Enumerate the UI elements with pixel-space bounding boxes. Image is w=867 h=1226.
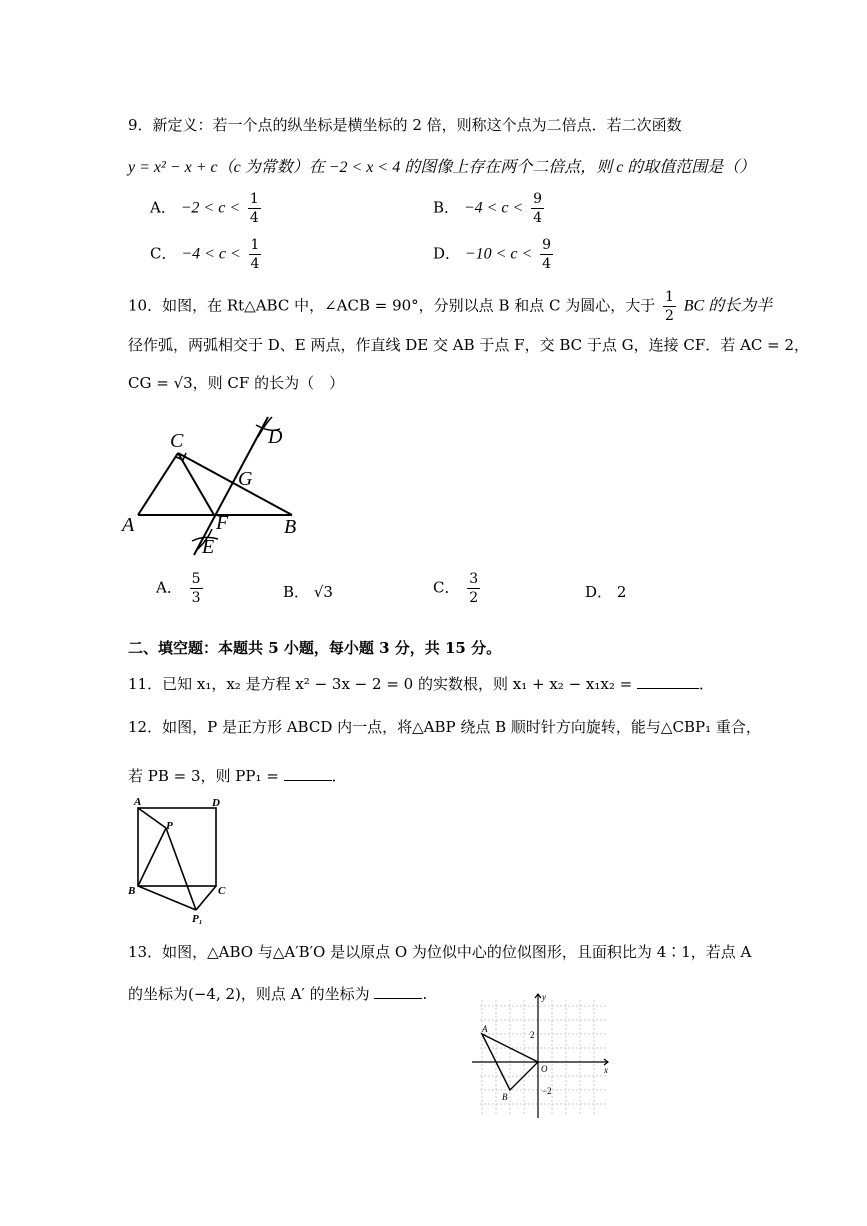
answer-blank[interactable] [284, 766, 332, 781]
origin-label: O [541, 1064, 548, 1074]
label-c: C [218, 885, 226, 897]
fraction: $\frac{1}{2}$ [665, 289, 674, 324]
q10-line1-tail: BC 的长为半 [683, 297, 773, 315]
option-expression: −4 < c < [181, 245, 241, 263]
q12-line1: 12．如图，P 是正方形 ABCD 内一点，将△ABP 绕点 B 顺时针方向旋转，能与△CBP₁ 重合， [128, 718, 761, 736]
q10-triangle-figure [120, 415, 320, 565]
option-label: D． [585, 583, 613, 601]
q12-line2 [128, 765, 347, 786]
grid [480, 1000, 606, 1114]
label-a: A [482, 1024, 488, 1034]
label-a: A [134, 796, 142, 808]
q9-option-d[interactable] [433, 238, 556, 271]
option-label: B． [433, 198, 460, 217]
label-c: C [170, 430, 184, 452]
section-heading: 二、填空题：本题共 5 小题，每小题 3 分，共 15 分。 [128, 639, 502, 657]
label-b: B [128, 885, 136, 897]
q13-line2 [128, 983, 427, 1004]
tick-2: 2 [530, 1030, 535, 1040]
q10-line2: 径作弧，两弧相交于 D、E 两点，作直线 DE 交 AB 于点 F，交 BC 于点 G，连接 CF．若 AC = 2， [128, 336, 810, 354]
q13-line1: 13．如图，△ABO 与△A′B′O 是以原点 O 为位似中心的位似图形，且面积比为 4∶1，若点 A [128, 943, 752, 961]
q9-option-a[interactable] [150, 192, 264, 225]
q9-line1: 9．新定义：若一个点的纵坐标是横坐标的 2 倍，则称这个点为二倍点．若二次函数 [128, 116, 682, 134]
label-d: D [212, 797, 220, 809]
q10-option-d[interactable] [585, 581, 626, 602]
perpendicular-bisector-line [194, 417, 268, 555]
fraction: $\frac{9}{4}$ [533, 191, 543, 226]
option-expression: −2 < c < [180, 199, 241, 217]
option-value: √3 [313, 583, 333, 601]
label-a: A [122, 514, 135, 536]
q10-option-c[interactable] [433, 572, 483, 605]
option-expression: −10 < c < [464, 245, 533, 263]
option-label: A． [156, 578, 182, 597]
q9-line2: y = x² − x + c（c 为常数）在 −2 < x < 4 的图像上存在两个二倍点，则 c 的取值范围是（） [128, 159, 756, 176]
q9-option-c[interactable] [150, 238, 264, 271]
q12-square-figure [124, 796, 234, 928]
segment-bp [138, 828, 166, 886]
x-axis-label: x [604, 1065, 608, 1075]
fraction: $\frac{5}{3}$ [191, 571, 201, 606]
fraction: $\frac{9}{4}$ [542, 237, 552, 272]
label-p1: P₁ [192, 913, 203, 925]
option-label: B． [283, 583, 310, 601]
fraction: $\frac{1}{4}$ [250, 237, 260, 272]
q11-text: 11．已知 x₁，x₂ 是方程 x² − 3x − 2 = 0 的实数根，则 x₁ + x₂ − x₁x₂ = [128, 675, 633, 693]
label-f: F [216, 512, 229, 534]
option-label: C． [433, 578, 460, 597]
segment-ap [138, 808, 166, 828]
label-b: B [284, 516, 297, 538]
option-value: 2 [616, 583, 627, 601]
option-expression: −4 < c < [463, 199, 524, 217]
q9-option-b[interactable] [433, 192, 547, 225]
tick-minus-2: −2 [542, 1086, 552, 1096]
q10-line1 [128, 290, 772, 323]
q10-option-a[interactable] [156, 572, 206, 605]
segment-cp1 [196, 886, 216, 910]
q13-end: . [422, 985, 428, 1003]
q10-line1-text: 10．如图，在 Rt△ABC 中，∠ACB = 90°，分别以点 B 和点 C 为圆心，大于 [128, 296, 656, 315]
label-e: E [202, 536, 215, 558]
option-label: D． [433, 244, 461, 263]
q10-line3: CG = √3，则 CF 的长为（ ） [128, 374, 345, 392]
q12-text: 若 PB = 3，则 PP₁ = [128, 767, 279, 785]
q13-text: 的坐标为(−4, 2)，则点 A′ 的坐标为 [128, 985, 370, 1003]
segment-ac [138, 453, 178, 515]
square-abcd [138, 808, 216, 886]
label-p: P [166, 820, 173, 832]
q10-option-b[interactable] [283, 581, 333, 602]
fraction: $\frac{1}{4}$ [249, 191, 259, 226]
answer-blank[interactable] [374, 984, 422, 999]
option-label: C． [150, 244, 177, 263]
answer-blank[interactable] [637, 674, 699, 689]
label-d: D [268, 426, 283, 448]
fraction: $\frac{3}{2}$ [469, 571, 479, 606]
label-g: G [238, 468, 253, 490]
q13-coordinate-figure [466, 990, 616, 1120]
y-axis-label: y [542, 992, 546, 1002]
label-b: B [502, 1092, 508, 1102]
segment-bp1 [138, 886, 196, 910]
option-label: A． [150, 198, 176, 217]
q11-end: ． [698, 675, 714, 693]
q12-end: ． [331, 767, 347, 785]
q11-line [128, 673, 714, 694]
segment-pp1 [166, 828, 196, 910]
